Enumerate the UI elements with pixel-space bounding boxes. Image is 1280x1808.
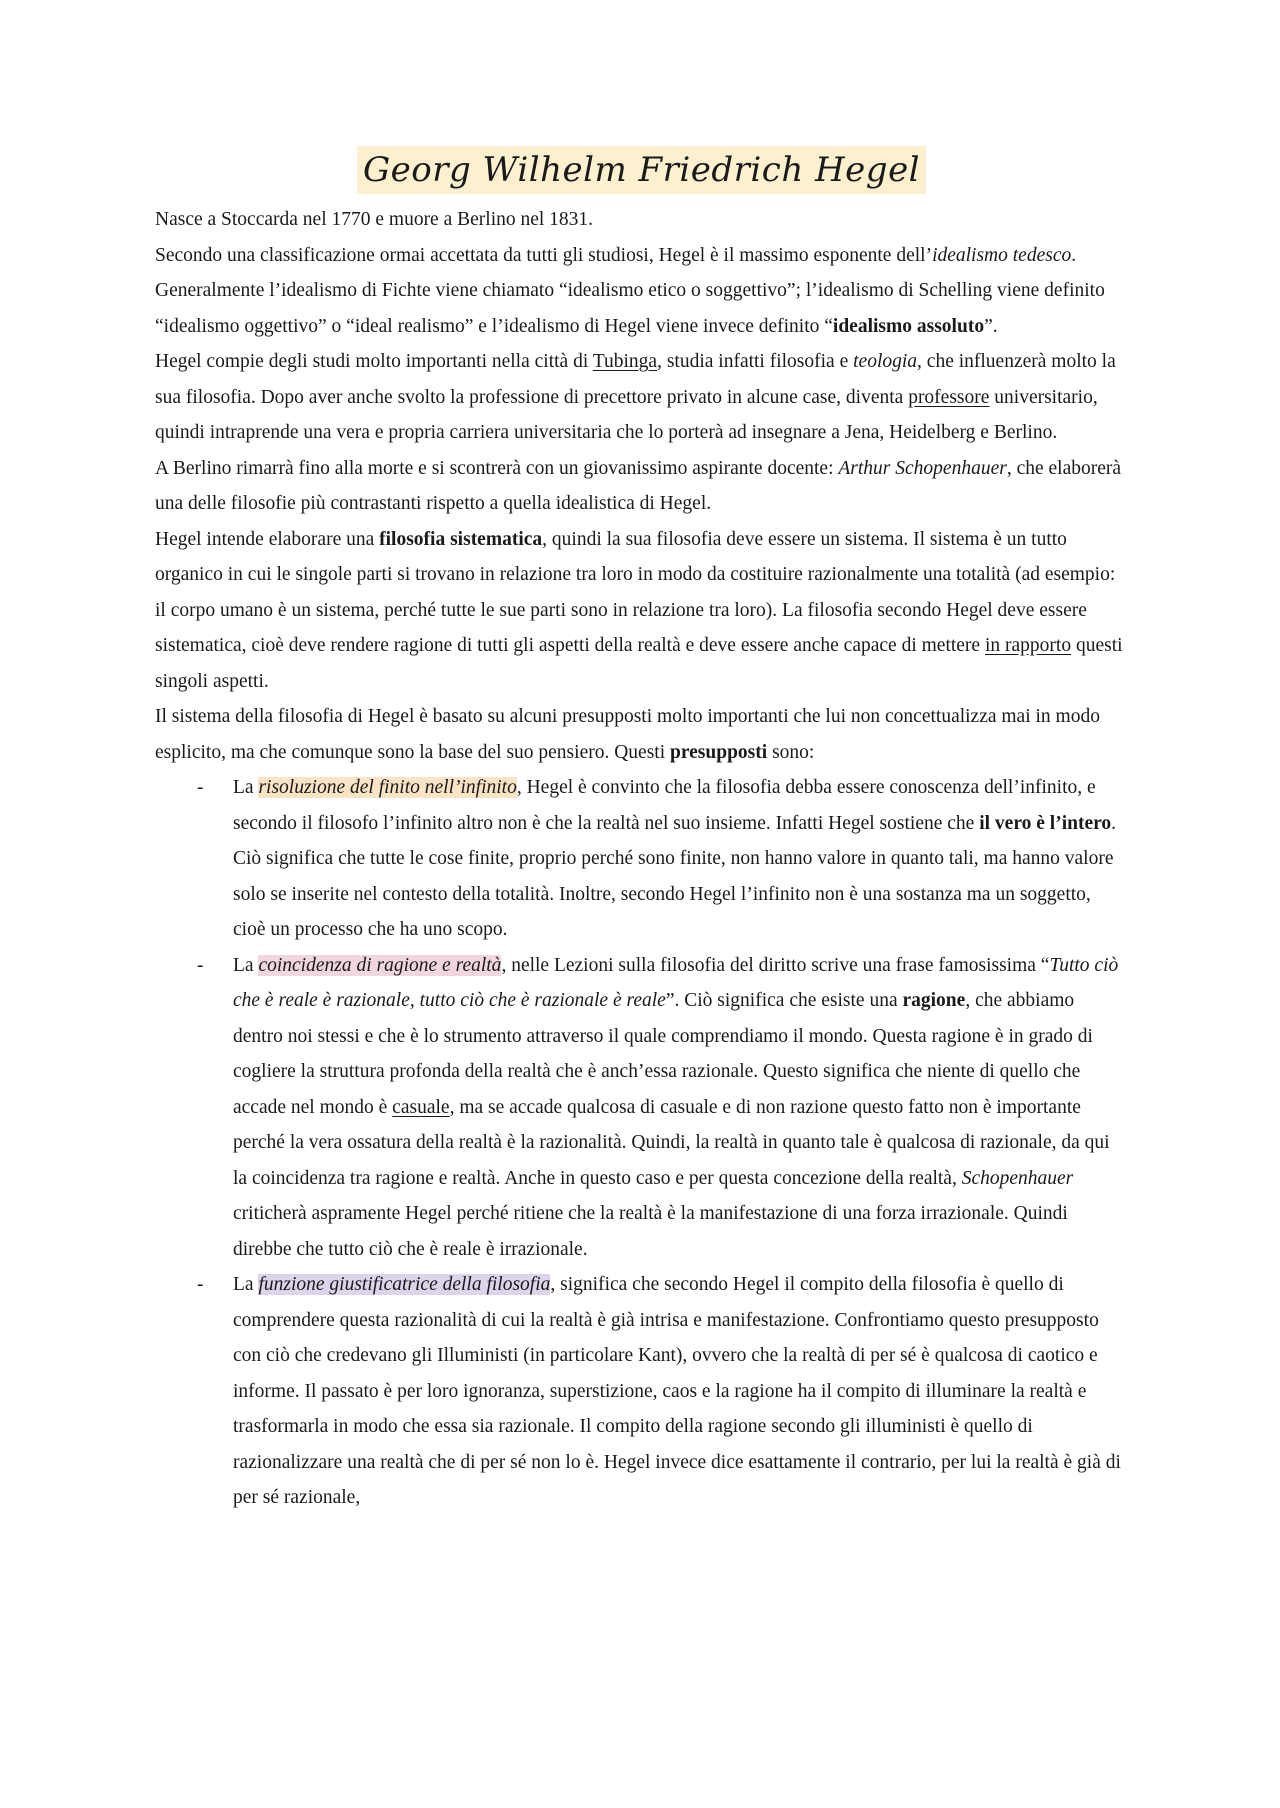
schopenhauer-term: Arthur Schopenhauer xyxy=(838,457,1007,479)
paragraph-studies: Hegel compie degli studi molto importanti nella città di Tubinga, studia infatti filosofia e teologia, che influenzerà molto la sua filosofia. Dopo aver anche svolto la professione di precettore privato in alcune case, diventa professore universitario, quindi intraprende una vera e propria carriera universitaria che lo porterà ad insegnare a Jena, Heidelberg e Berlino. xyxy=(155,351,1116,443)
paragraph-presuppositions: Il sistema della filosofia di Hegel è basato su alcuni presupposti molto importanti che lui non concettualizza mai in modo esplicito, ma che comunque sono la base del suo pensiero. Questi presupposti sono: xyxy=(155,706,1100,763)
paragraph-system: Hegel intende elaborare una filosofia sistematica, quindi la sua filosofia deve essere un sistema. Il sistema è un tutto organico in cui le singole parti si trovano in relazione tra loro in modo da costituire razionalmente una totalità (ad esempio: il corpo umano è un sistema, perché tutte le sue parti sono in relazione tra loro). La filosofia secondo Hegel deve essere sistematica, cioè deve rendere ragione di tutti gli aspetti della realtà e deve essere anche capace di mettere in rapporto questi singoli aspetti. xyxy=(155,528,1123,692)
teologia-term: teologia xyxy=(853,351,918,372)
vero-intero-term: il vero è l’intero xyxy=(979,812,1112,834)
highlight-finito-infinito: risoluzione del finito nell’infinito xyxy=(258,777,517,798)
list-dash: - xyxy=(197,1274,204,1295)
list-item: - La risoluzione del finito nell’infinito, Hegel è convinto che la filosofia debba essere conoscenza dell’infinito, e secondo il filosofo l’infinito altro non è che la realtà nel suo insieme. Infatti Hegel sostiene che il vero è l’intero. Ciò significa che tutte le cose finite, proprio perché sono finite, non hanno valore in quanto tali, ma hanno valore solo se inserite nel contesto della totalità. Inoltre, secondo Hegel l’infinito non è una sostanza ma un soggetto, cioè un processo che ha uno scopo. xyxy=(155,770,1128,948)
list-dash: - xyxy=(197,954,204,976)
professore-term: professore xyxy=(908,386,990,408)
list-item: - La coincidenza di ragione e realtà, nelle Lezioni sulla filosofia del diritto scrive una frase famosissima “Tutto ciò che è reale è razionale, tutto ciò che è razionale è reale”. Ciò significa che esiste una ragione, che abbiamo dentro noi stessi e che è lo strumento attraverso il quale comprendiamo il mondo. Questa ragione è in grado di cogliere la struttura profonda della realtà che è anch’essa razionale. Questo significa che niente di quello che accade nel mondo è casuale, ma se accade qualcosa di casuale e di non razione questo fatto non è importante perché la vera ossatura della realtà è la razionalità. Quindi, la realtà in quanto tale è qualcosa di razionale, da qui la coincidenza tra ragione e realtà. Anche in questo caso e per questa concezione della realtà, Schopenhauer criticherà aspramente Hegel perché ritiene che la realtà è la manifestazione di una forza irrazionale. Quindi direbbe che tutto ciò che è reale è irrazionale. xyxy=(155,948,1128,1268)
presupposti-term: presupposti xyxy=(670,741,768,763)
in-rapporto-term: in rapporto xyxy=(984,635,1072,656)
schopenhauer-term: Schopenhauer xyxy=(961,1167,1074,1189)
paragraph-idealism: Secondo una classificazione ormai accettata da tutti gli studiosi, Hegel è il massimo esponente dell’idealismo tedesco. Generalmente l’idealismo di Fichte viene chiamato “idealismo etico o soggettivo”; l’idealismo di Schelling viene definito “idealismo oggettivo” o “ideal realismo” e l’idealismo di Hegel viene invece definito “idealismo assoluto”. xyxy=(155,244,1105,337)
page-title: Georg Wilhelm Friedrich Hegel xyxy=(357,146,926,194)
list-dash: - xyxy=(197,777,204,798)
idealismo-tedesco-term: idealismo tedesco xyxy=(932,244,1072,266)
filosofia-sistematica-term: filosofia sistematica xyxy=(379,528,543,550)
casuale-term: casuale xyxy=(392,1096,450,1118)
list-item: - La funzione giustificatrice della filosofia, significa che secondo Hegel il compito della filosofia è quello di comprendere questa razionalità di cui la realtà è già intrisa e manifestazione. Confrontiamo questo presupposto con ciò che credevano gli Illuministi (in particolare Kant), ovvero che la realtà di per sé è qualcosa di caotico e informe. Il passato è per loro ignoranza, superstizione, caos e la ragione ha il compito di illuminare la realtà e trasformarla in modo che essa sia razionale. Il compito della ragione secondo gli illuministi è quello di razionalizzare una realtà che di per sé non lo è. Hegel invece dice esattamente il contrario, per lui la realtà è già di per sé razionale, xyxy=(155,1267,1128,1516)
idealismo-assoluto-term: idealismo assoluto xyxy=(832,315,985,337)
tubinga-term: Tubinga xyxy=(592,351,658,372)
presuppositions-list xyxy=(155,770,1128,1516)
highlight-funzione-giustificatrice: funzione giustificatrice della filosofia xyxy=(258,1274,551,1295)
highlight-ragione-realta: coincidenza di ragione e realtà xyxy=(258,954,502,976)
ragione-term: ragione xyxy=(902,990,966,1011)
paragraph-birth: Nasce a Stoccarda nel 1770 e muore a Berlino nel 1831. xyxy=(155,209,594,230)
title-container xyxy=(155,146,1128,194)
paragraph-berlin: A Berlino rimarrà fino alla morte e si scontrerà con un giovanissimo aspirante docente: Arthur Schopenhauer, che elaborerà una delle filosofie più contrastanti rispetto a quella idealistica di Hegel. xyxy=(155,457,1122,514)
famous-quote: Tutto ciò che è reale è razionale, tutto ciò che è razionale è reale xyxy=(233,954,1119,1011)
